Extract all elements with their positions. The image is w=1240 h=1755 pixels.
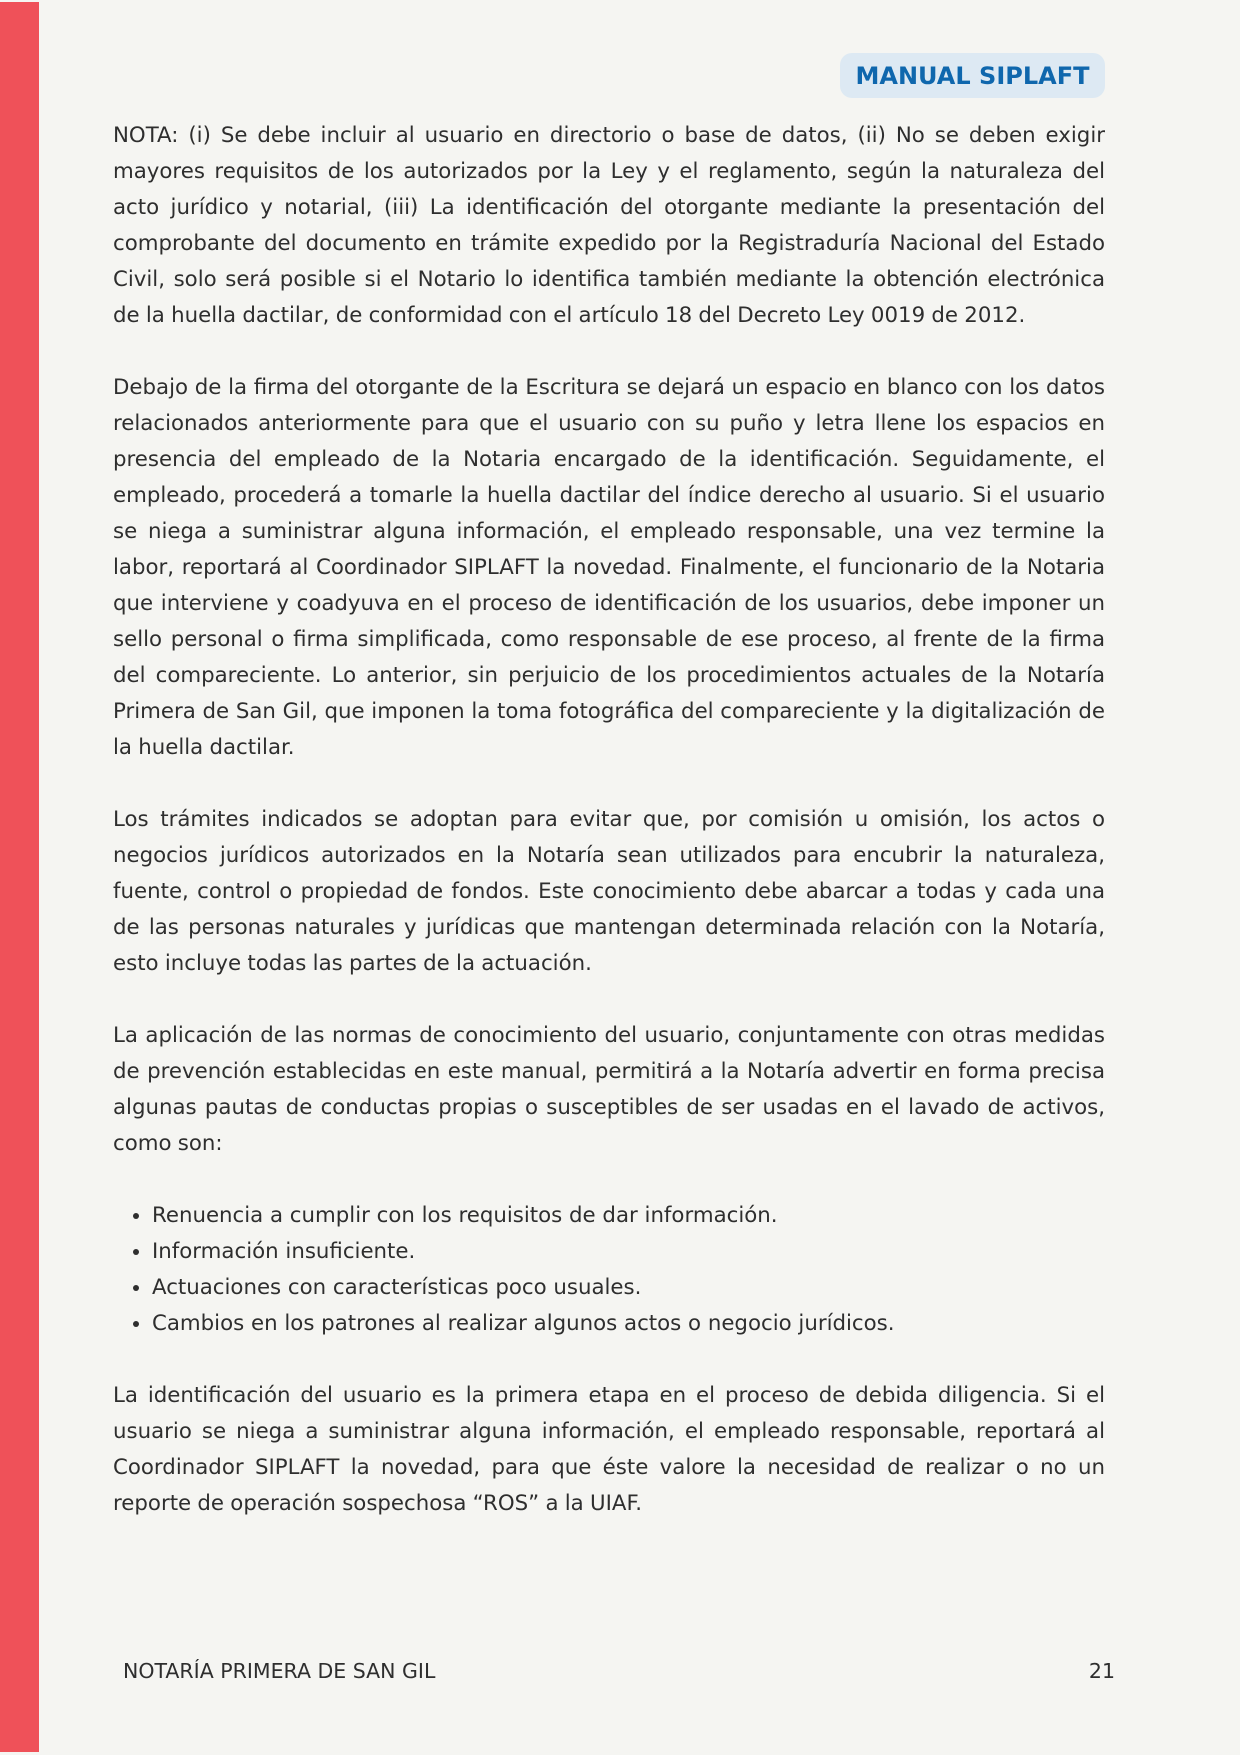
paragraph-tramites: Los trámites indicados se adoptan para evitar que, por comisión u omisión, los actos o negocios jurídicos autorizados en la Notaría sean utilizados para encubrir la naturaleza, fuente, control o propiedad de fondos. Este conocimiento debe abarcar a todas y cada una de las personas naturales y jurídicas que mantengan determinada relación con la Notaría, esto incluye todas las partes de la actuación. [113,807,1105,976]
left-accent-bar [0,2,39,1752]
manual-title-badge: MANUAL SIPLAFT [840,53,1105,98]
page-number: 21 [1088,1659,1115,1683]
document-body [113,118,1105,1558]
paragraph-nota: NOTA: (i) Se debe incluir al usuario en directorio o base de datos, (ii) No se deben exigir mayores requisitos de los autorizados por la Ley y el reglamento, según la naturaleza del acto jurídico y notarial, (iii) La identificación del otorgante mediante la presentación del comprobante del documento en trámite expedido por la Registraduría Nacional del Estado Civil, solo será posible si el Notario lo identifica también mediante la obtención electrónica de la huella dactilar, de conformidad con el artículo 18 del Decreto Ley 0019 de 2012. [113,123,1105,328]
paragraph-firma: Debajo de la firma del otorgante de la Escritura se dejará un espacio en blanco con los datos relacionados anteriormente para que el usuario con su puño y letra llene los espacios en presencia del empleado de la Notaria encargado de la identificación. Seguidamente, el empleado, procederá a tomarle la huella dactilar del índice derecho al usuario. Si el usuario se niega a suministrar alguna información, el empleado responsable, una vez termine la labor, reportará al Coordinador SIPLAFT la novedad. Finalmente, el funcionario de la Notaria que interviene y coadyuva en el proceso de identificación de los usuarios, debe imponer un sello personal o firma simplificada, como responsable de ese proceso, al frente de la firma del compareciente. Lo anterior, sin perjuicio de los procedimientos actuales de la Notaría Primera de San Gil, que imponen la toma fotográfica del compareciente y la digitalización de la huella dactilar. [113,375,1105,760]
conduct-list [113,1198,1105,1342]
list-item: • Actuaciones con características poco usuales. [152,1270,1105,1306]
list-item: • Información insuficiente. [152,1234,1105,1270]
list-item: • Cambios en los patrones al realizar algunos actos o negocio jurídicos. [152,1306,1105,1342]
page-footer [123,1656,1115,1686]
paragraph-aplicacion: La aplicación de las normas de conocimiento del usuario, conjuntamente con otras medidas de prevención establecidas en este manual, permitirá a la Notaría advertir en forma precisa algunas pautas de conductas propias o susceptibles de ser usadas en el lavado de activos, como son: [113,1023,1105,1156]
list-item: • Renuencia a cumplir con los requisitos de dar información. [152,1198,1105,1234]
paragraph-identificacion: La identificación del usuario es la primera etapa en el proceso de debida diligencia. Si el usuario se niega a suministrar alguna información, el empleado responsable, reportará al Coordinador SIPLAFT la novedad, para que éste valore la necesidad de realizar o no un reporte de operación sospechosa “ROS” a la UIAF. [113,1383,1105,1516]
footer-org-name: NOTARÍA PRIMERA DE SAN GIL [123,1659,436,1683]
